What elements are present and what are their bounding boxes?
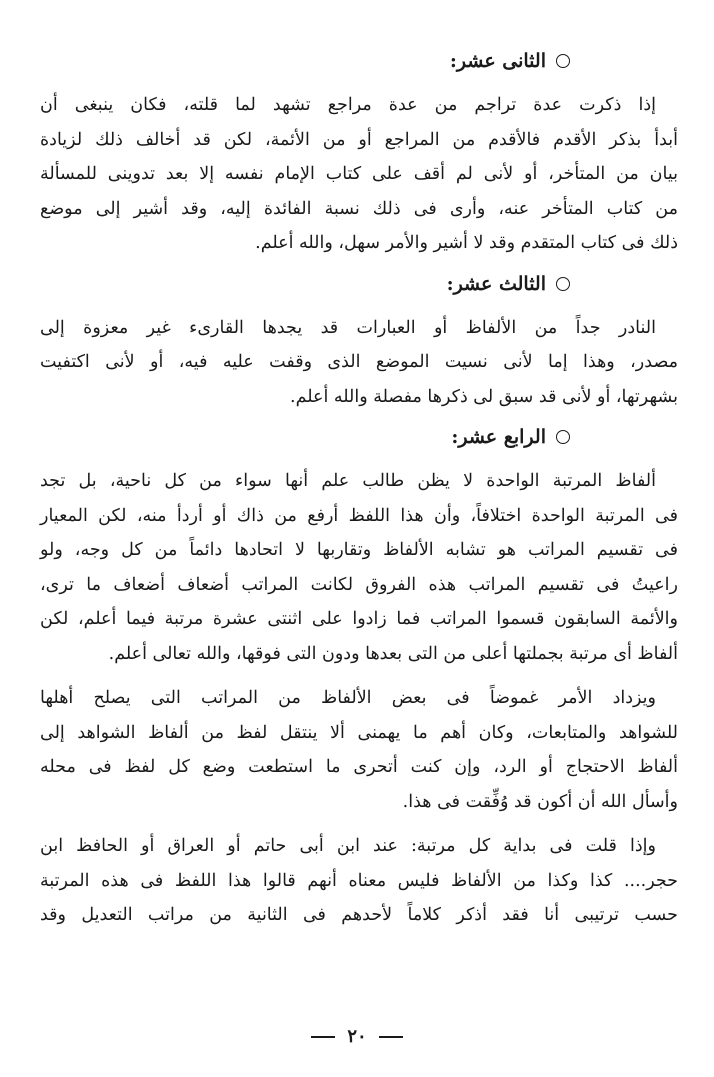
- text-line: بيان من المتأخر، أو لأنى لم أقف على كتاب الإمام نفسه إلا بعد تدوينى للمسألة: [40, 164, 678, 184]
- text-line: ألفاظ أى مرتبة بجملتها أعلى من التى بعدها ودون التى فوقها، والله تعالى أعلم.: [108, 643, 678, 664]
- section-heading: [40, 48, 678, 74]
- paragraph: [40, 681, 678, 819]
- text-line: مصدر، وهذا إما لأنى نسيت الموضع الذى وقفت عليه فيه، أو لأنى اكتفيت: [40, 352, 678, 372]
- text-line: إذا ذكرت عدة تراجم من عدة مراجع تشهد لما قلته، فكان ينبغى أن: [40, 95, 656, 115]
- circle-bullet-icon: [556, 430, 570, 444]
- section-14: [40, 424, 678, 933]
- text-line: ألفاظ الاحتجاج أو الرد، وإن كنت أتحرى ما استطعت وضع كل لفظ فى محله: [40, 757, 678, 777]
- footer-dash: [379, 1036, 403, 1038]
- text-line: والأئمة السابقون قسموا المراتب فما زادوا على اثنتى عشرة مرتبة فيما أعلم، لكن: [40, 609, 678, 629]
- text-line: حجر.... كذا وكذا من الألفاظ فليس معناه أنهم قالوا هذا اللفظ فى هذه المرتبة: [40, 870, 678, 891]
- text-line: للشواهد والمتابعات، وكان أهم ما يهمنى ألا ينتقل لفظ من ألفاظ الشواهد إلى: [40, 722, 678, 743]
- footer-dash: [311, 1036, 335, 1038]
- section-heading: [40, 271, 678, 297]
- text-line: ويزداد الأمر غموضاً فى بعض الألفاظ من المراتب التى يصلح أهلها: [40, 688, 656, 708]
- text-line: وأسأل الله أن أكون قد وُفِّقت فى هذا.: [402, 791, 678, 812]
- section-heading-text: الثانى عشر:: [449, 50, 546, 72]
- page-number: ٢٠: [347, 1026, 367, 1047]
- text-line: فى تقسيم المراتب هو تشابه الألفاظ وتقاربها لا اتحادها دائماً من كل وجه، ولو: [40, 540, 678, 560]
- paragraph: [40, 88, 678, 261]
- text-line: راعيتُ فى تقسيم المراتب هذه الفروق لكانت المراتب أضعاف أضعاف ما ترى،: [40, 574, 678, 595]
- page-footer: [0, 1026, 714, 1047]
- section-13: [40, 271, 678, 415]
- text-line: ذلك فى كتاب المتقدم وقد لا أشير والأمر سهل، والله أعلم.: [255, 233, 678, 253]
- text-line: ألفاظ المرتبة الواحدة لا يظن طالب علم أنها سواء من كل ناحية، بل تجد: [40, 471, 656, 491]
- circle-bullet-icon: [556, 54, 570, 68]
- paragraph: [40, 311, 678, 415]
- section-heading: [40, 424, 678, 450]
- paragraph: [40, 829, 678, 933]
- text-line: بشهرتها، أو لأنى قد سبق لى ذكرها مفصلة والله أعلم.: [290, 386, 678, 407]
- circle-bullet-icon: [556, 277, 570, 291]
- paragraph: [40, 464, 678, 671]
- text-line: حسب ترتيبى أنا فقد أذكر كلاماً لأحدهم فى الثانية من مراتب التعديل وقد: [40, 905, 678, 925]
- page-content: [40, 48, 678, 943]
- section-heading-text: الرابع عشر:: [451, 426, 546, 448]
- section-12: [40, 48, 678, 261]
- text-line: النادر جداً من الألفاظ أو العبارات قد يجدها القارىء غير معزوة إلى: [40, 317, 656, 338]
- section-heading-text: الثالث عشر:: [446, 272, 546, 295]
- text-line: وإذا قلت فى بداية كل مرتبة: عند ابن أبى حاتم أو العراق أو الحافظ ابن: [40, 836, 656, 856]
- text-line: فى المرتبة الواحدة اختلافاً، وأن هذا اللفظ أرفع من ذاك أو أردأ منه، لكن المعيار: [40, 505, 678, 526]
- text-line: من كتاب المتأخر عنه، وأرى فى ذلك نسبة الفائدة إليه، وقد أشير إلى موضع: [40, 198, 678, 219]
- text-line: أبدأ بذكر الأقدم فالأقدم من المراجع أو من الأئمة، لكن قد أخالف ذلك لزيادة: [40, 129, 678, 150]
